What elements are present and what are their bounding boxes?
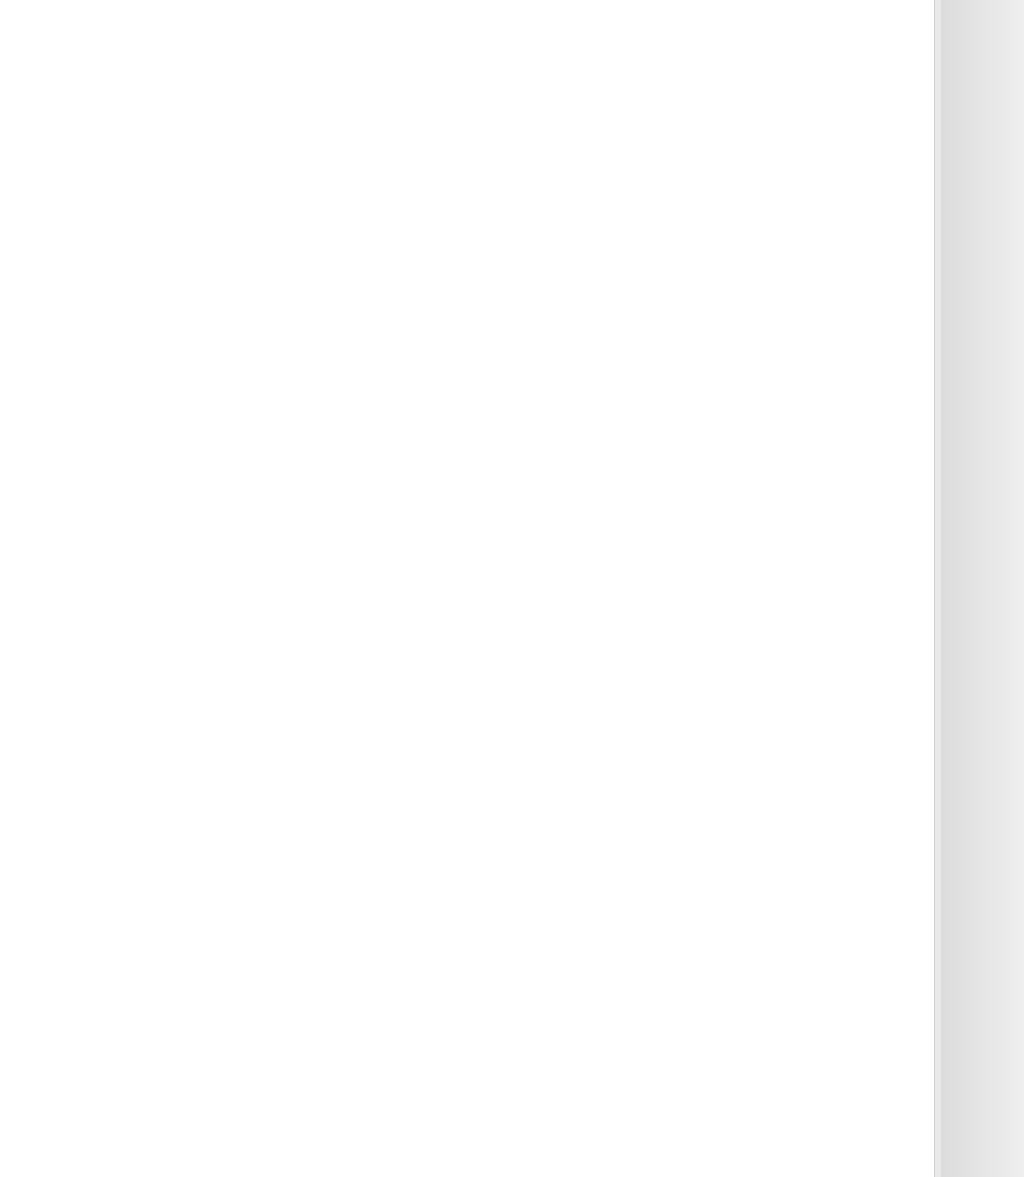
scrollbar-strip <box>934 0 1024 1177</box>
